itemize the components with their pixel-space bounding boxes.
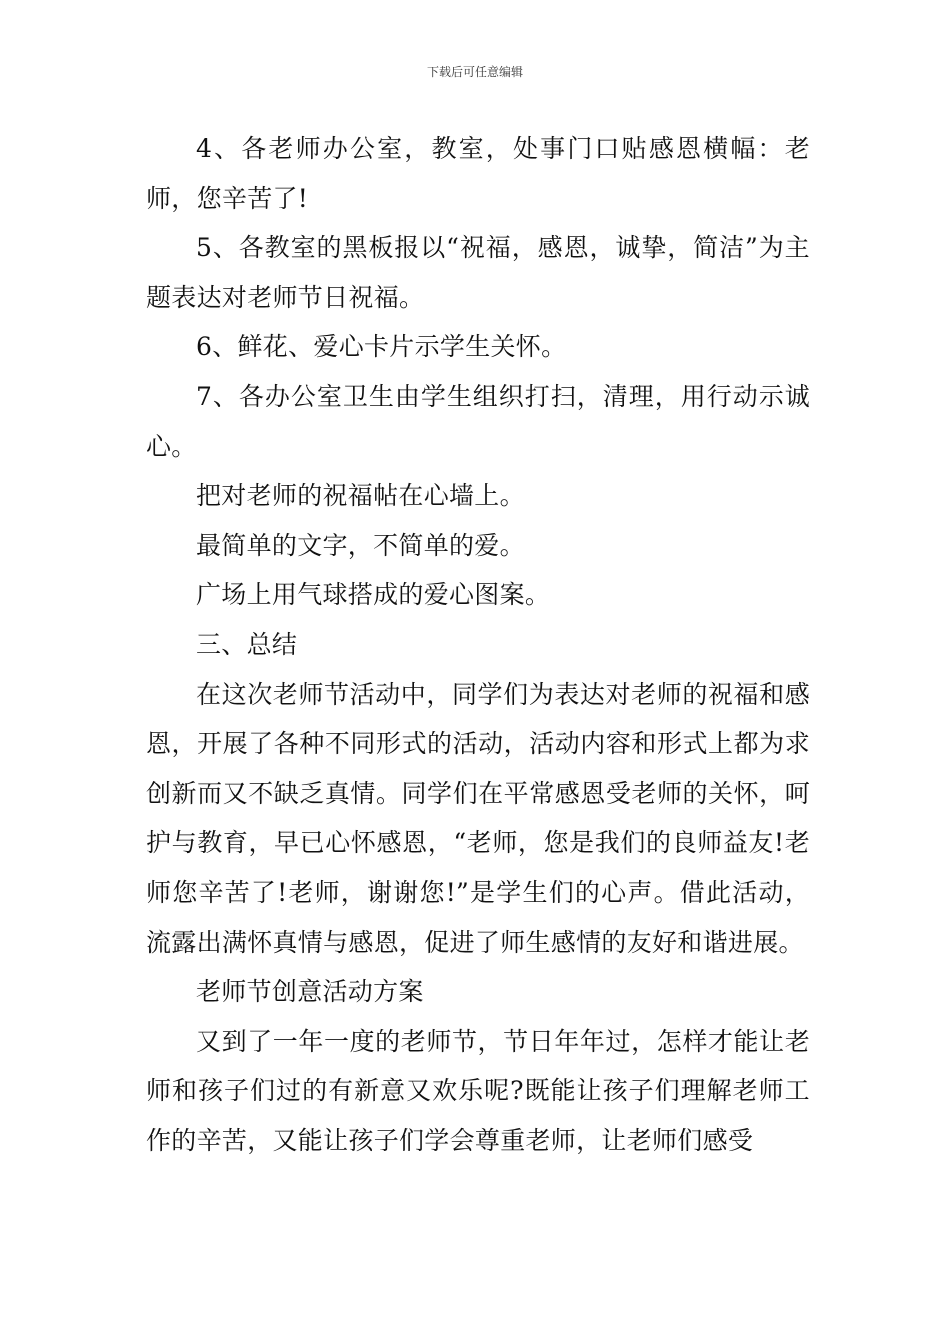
paragraph-item-4: 4、各老师办公室，教室，处事门口贴感恩横幅：老师，您辛苦了! (146, 134, 810, 213)
paragraph-item-5: 5、各教室的黑板报以“祝福，感恩，诚挚，简洁”为主题表达对老师节日祝福。 (146, 233, 810, 312)
section-heading-plan: 老师节创意活动方案 (196, 977, 424, 1007)
paragraph-balloon-heart: 广场上用气球搭成的爱心图案。 (196, 580, 551, 610)
paragraph-summary: 在这次老师节活动中，同学们为表达对老师的祝福和感恩，开展了各种不同形式的活动，活动内容和形式上都为求创新而又不缺乏真情。同学们在平常感恩受老师的关怀，呵护与教育，早已心怀感恩，“老师，您是我们的良师益友!老师您辛苦了!老师，谢谢您!”是学生们的心声。借此活动，流露出满怀真情与感恩，促进了师生感情的友好和谐进展。 (146, 679, 810, 957)
section-heading-summary: 三、总结 (196, 629, 298, 659)
document-body (146, 124, 810, 1165)
paragraph-wish-wall: 把对老师的祝福帖在心墙上。 (196, 481, 525, 511)
page-header: 下载后可任意编辑 (426, 65, 523, 79)
paragraph-item-7: 7、各办公室卫生由学生组织打扫，清理，用行动示诚心。 (146, 381, 810, 461)
paragraph-simple-love: 最简单的文字，不简单的爱。 (196, 530, 525, 560)
paragraph-item-6: 6、鲜花、爱心卡片示学生关怀。 (196, 332, 567, 362)
paragraph-plan-intro: 又到了一年一度的老师节，节日年年过，怎样才能让老师和孩子们过的有新意又欢乐呢?既能让孩子们理解老师工作的辛苦，又能让孩子们学会尊重老师，让老师们感受 (146, 1026, 810, 1155)
